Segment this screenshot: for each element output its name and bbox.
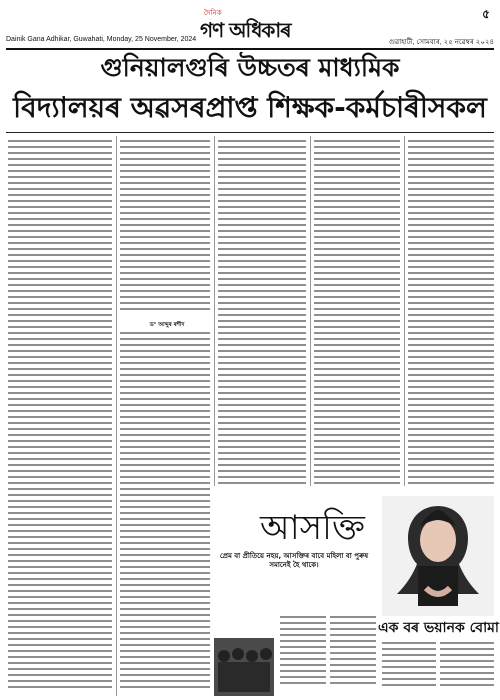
text-lines-col1 (8, 140, 112, 688)
text-lines-col4 (314, 140, 400, 484)
text-lines-col5 (408, 140, 494, 484)
byline: ড° আব্দুৰ ৰশীদ (149, 322, 185, 328)
page-number: ৫ (482, 7, 490, 21)
text-lines-col3 (218, 140, 306, 484)
headline-main: বিদ্যালয়ৰ অৱসৰপ্ৰাপ্ত শিক্ষক-কৰ্মচাৰীসকল (13, 91, 487, 124)
text-lines-col2 (120, 140, 210, 688)
headline-top: গুনিয়ালগুৰি উচ্চতৰ মাধ্যমিক (100, 53, 400, 82)
logo-small-text: দৈনিক (204, 9, 222, 17)
masthead-left-text: Dainik Gana Adhikar, Guwahati, Monday, 25 November, 2024 (6, 36, 197, 43)
second-article-title: এক বৰ ভয়ানক বোমা (378, 620, 499, 636)
masthead-right-text: গুৱাহাটী, সোমবাৰ, ২৫ নৱেম্বৰ ২০২৪ (388, 39, 494, 46)
feature-photo-woman (382, 496, 494, 616)
feature-title: আসক্তি (260, 508, 365, 548)
feature-photo-crowd (214, 638, 274, 696)
feature-subtitle: প্ৰেম বা প্ৰীতিয়ে নহয়, আসক্তিৰ বাবে মহিলা বা পুৰুষ সমানেই হৈ থাকে। (219, 552, 369, 569)
crowd-silhouette-icon (214, 638, 274, 696)
logo-title: গণ অধিকাৰ (200, 18, 291, 42)
